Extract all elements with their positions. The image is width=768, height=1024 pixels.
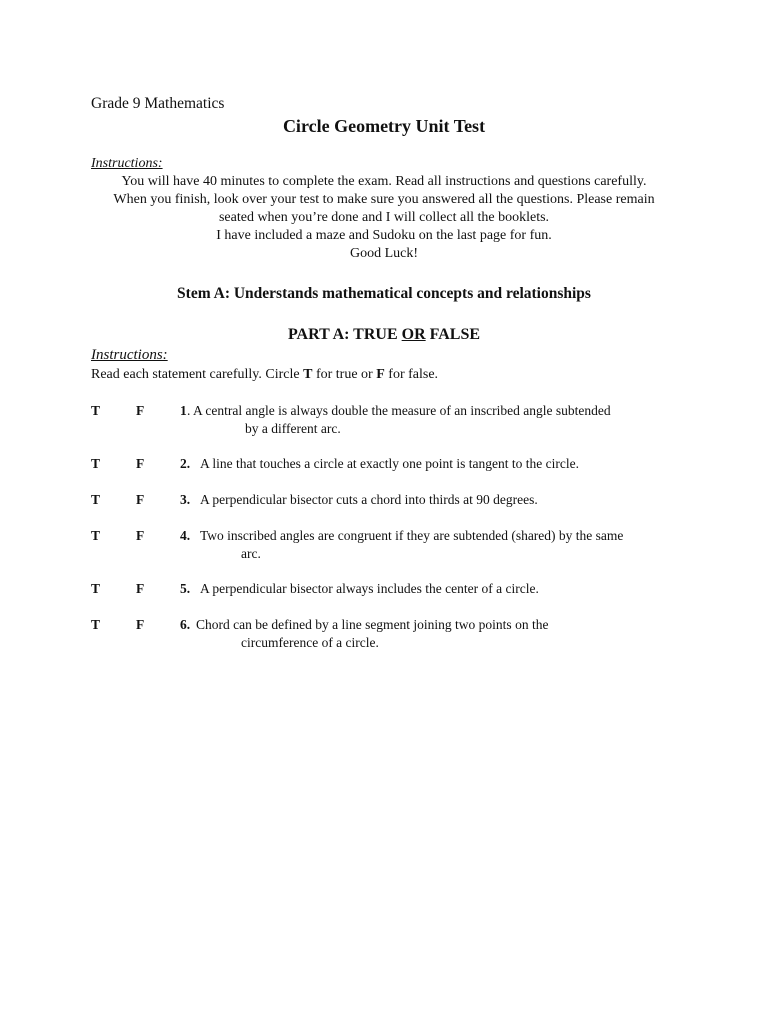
question-number: 1 <box>180 403 187 418</box>
question-number: 4. <box>180 528 191 543</box>
page-title: Circle Geometry Unit Test <box>282 116 486 136</box>
part-instructions-text <box>91 367 438 383</box>
true-option[interactable]: T <box>91 492 101 507</box>
false-option[interactable]: F <box>136 617 145 632</box>
question-number: 3. <box>180 492 191 507</box>
part-heading-prefix: PART A: TRUE <box>287 326 402 343</box>
true-option[interactable]: T <box>91 581 101 596</box>
true-option[interactable]: T <box>91 617 101 632</box>
instructions-line: Good Luck! <box>349 246 419 261</box>
false-option[interactable]: F <box>136 492 145 507</box>
question-text: A line that touches a circle at exactly one point is tangent to the circle. <box>200 456 579 471</box>
instructions-line: When you finish, look over your test to make sure you answered all the questions. Please remain <box>113 192 655 207</box>
instructions-line: I have included a maze and Sudoku on the last page for fun. <box>216 228 552 243</box>
part-instructions-b: for true or <box>312 367 377 382</box>
stem-heading: Stem A: Understands mathematical concepts and relationships <box>177 285 591 302</box>
question-text: A perpendicular bisector always includes the center of a circle. <box>200 581 539 596</box>
false-option[interactable]: F <box>136 456 145 471</box>
part-heading-or: OR <box>401 326 426 343</box>
true-option[interactable]: T <box>91 456 101 471</box>
question-text-continued: by a different arc. <box>245 421 341 436</box>
false-option[interactable]: F <box>136 581 145 596</box>
question-number: 6. <box>180 617 191 632</box>
question-number: 2. <box>180 456 191 471</box>
part-instructions-t: T <box>303 367 313 382</box>
false-option[interactable]: F <box>136 403 145 418</box>
question-number: 5. <box>180 581 191 596</box>
instructions-line: You will have 40 minutes to complete the exam. Read all instructions and questions carefully. <box>121 174 647 189</box>
question-text-continued: arc. <box>241 546 261 561</box>
true-option[interactable]: T <box>91 403 101 418</box>
part-instructions-f: F <box>376 367 385 382</box>
true-option[interactable]: T <box>91 528 101 543</box>
question-text: Two inscribed angles are congruent if they are subtended (shared) by the same <box>200 528 624 543</box>
part-instructions-c: for false. <box>384 367 439 382</box>
part-heading <box>0 326 768 344</box>
grade-label: Grade 9 Mathematics <box>91 95 225 112</box>
part-instructions-a: Read each statement carefully. Circle <box>91 367 304 382</box>
part-instructions-label: Instructions: <box>91 347 168 363</box>
part-heading-suffix: FALSE <box>425 326 481 343</box>
false-option[interactable]: F <box>136 528 145 543</box>
instructions-line: seated when you’re done and I will collect all the booklets. <box>218 210 550 225</box>
question-text: A perpendicular bisector cuts a chord into thirds at 90 degrees. <box>200 492 538 507</box>
question-text: . A central angle is always double the measure of an inscribed angle subtended <box>187 403 611 418</box>
question-text-continued: circumference of a circle. <box>241 635 379 650</box>
question-text: Chord can be defined by a line segment joining two points on the <box>196 617 549 632</box>
instructions-label: Instructions: <box>91 156 163 171</box>
